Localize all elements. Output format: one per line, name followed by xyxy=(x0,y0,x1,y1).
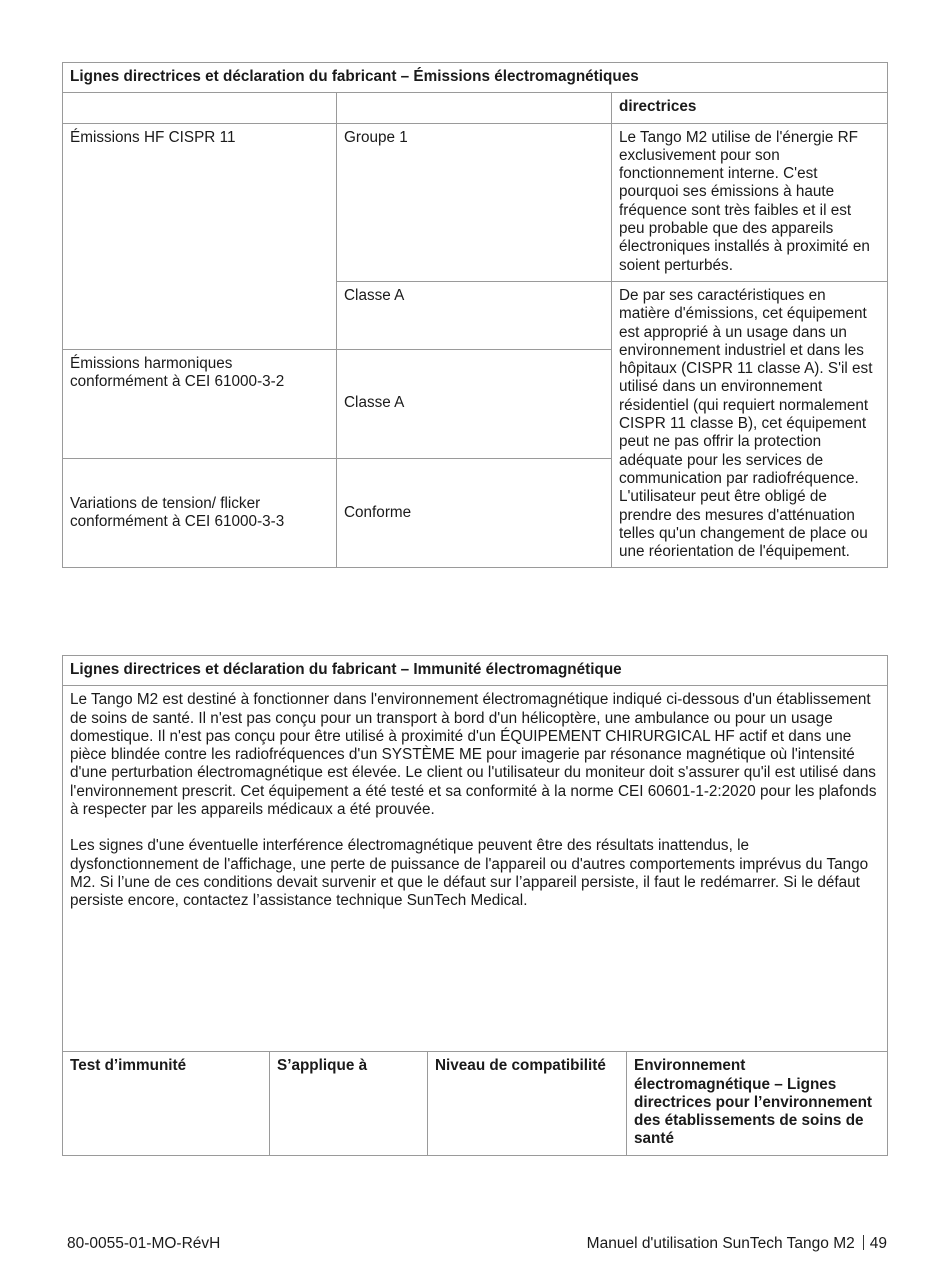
footer-manual-title: Manuel d'utilisation SunTech Tango M2 xyxy=(586,1235,855,1252)
emissions-guidance-cell: De par ses caractéristiques en matière d'émissions, cet équipement est approprié à un usage dans un environnement industriel et dans les hôpitaux (CISPR 11 classe A). S'il est utilisé dans un environnement résidentiel (qui requiert normalement CISPR 11 classe B), cet équipement peut ne pas offrir la protection adéquate pour les services de communication par radiofréquence. L'utilisateur peut être obligé de prendre des mesures d'atténuation telles qu'un changement de place ou une réorientation de l'équipement. xyxy=(612,281,888,567)
table-row xyxy=(63,123,888,281)
emissions-compliance-cell: Conforme xyxy=(337,459,612,568)
immunity-intro-paragraph: Le Tango M2 est destiné à fonctionner dans l'environnement électromagnétique indiqué ci-dessous d'un établissement de soins de santé. Il n'est pas conçu pour un transport à bord d'un hélicoptère, une ambulance ou pour un usage domestique. Il n'est pas conçu pour être utilisé à proximité d'un ÉQUIPEMENT CHIRURGICAL HF actif et dans une pièce blindée contre les radiofréquences d'un SYSTÈME ME pour imagerie par résonance magnétique où l'intensité d'une perturbation électromagnétique est élevée. Le client ou l'utilisateur du moniteur doit s'assurer qu'il est utilisé dans l'environnement prescrit. Cet équipement a été testé et sa conformité à la norme CEI 60601-1-2:2020 pour les plafonds à respecter par les appareils médicaux a été prouvée. xyxy=(70,691,877,819)
footer-doc-number: 80-0055-01-MO-RévH xyxy=(67,1235,221,1252)
emissions-test-cell: Émissions harmoniques conformément à CEI 61000-3-2 xyxy=(63,350,337,459)
emissions-test-cell: Émissions HF CISPR 11 xyxy=(63,123,337,349)
emissions-compliance-cell: Classe A xyxy=(337,281,612,349)
emissions-compliance-cell: Classe A xyxy=(337,350,612,459)
emissions-header-cell-empty xyxy=(63,93,337,123)
page-number: 49 xyxy=(869,1235,887,1252)
immunity-table-title: Lignes directrices et déclaration du fabricant – Immunité électromagnétique xyxy=(63,656,888,686)
emissions-table xyxy=(62,62,888,568)
emissions-compliance-cell: Groupe 1 xyxy=(337,123,612,281)
table-row xyxy=(63,1052,888,1155)
emissions-guidance-cell: Le Tango M2 utilise de l'énergie RF exclusivement pour son fonctionnement interne. C'est pourquoi ses émissions à haute fréquence sont très faibles et il est peu probable que des appareils électroniques installés à proximité en soient perturbés. xyxy=(612,123,888,281)
immunity-intro xyxy=(63,686,888,1052)
emissions-table-title: Lignes directrices et déclaration du fabricant – Émissions électromagnétiques xyxy=(63,63,888,93)
immunity-header-test: Test d’immunité xyxy=(63,1052,270,1155)
footer-separator xyxy=(863,1235,864,1250)
emissions-test-cell: Variations de tension/ flicker conformément à CEI 61000-3-3 xyxy=(63,459,337,568)
emissions-header-guidance: directrices xyxy=(612,93,888,123)
immunity-intro-paragraph: Les signes d'une éventuelle interférence électromagnétique peuvent être des résultats inattendus, le dysfonctionnement de l'affichage, une perte de puissance de l'appareil ou d'autres comportements imprévus du Tango M2. Si l’une de ces conditions devait survenir et que le défaut sur l’appareil persiste, il faut le redémarrer. Si le défaut persiste encore, contactez l’assistance technique SunTech Medical. xyxy=(70,837,869,910)
emissions-header-cell-empty xyxy=(337,93,612,123)
immunity-table xyxy=(62,655,888,1156)
immunity-header-applies-to: S’applique à xyxy=(270,1052,428,1155)
immunity-header-environment: Environnement électromagnétique – Lignes directrices pour l’environnement des établissements de soins de santé xyxy=(627,1052,888,1155)
footer-right xyxy=(587,1235,887,1253)
immunity-header-compliance-level: Niveau de compatibilité xyxy=(428,1052,627,1155)
